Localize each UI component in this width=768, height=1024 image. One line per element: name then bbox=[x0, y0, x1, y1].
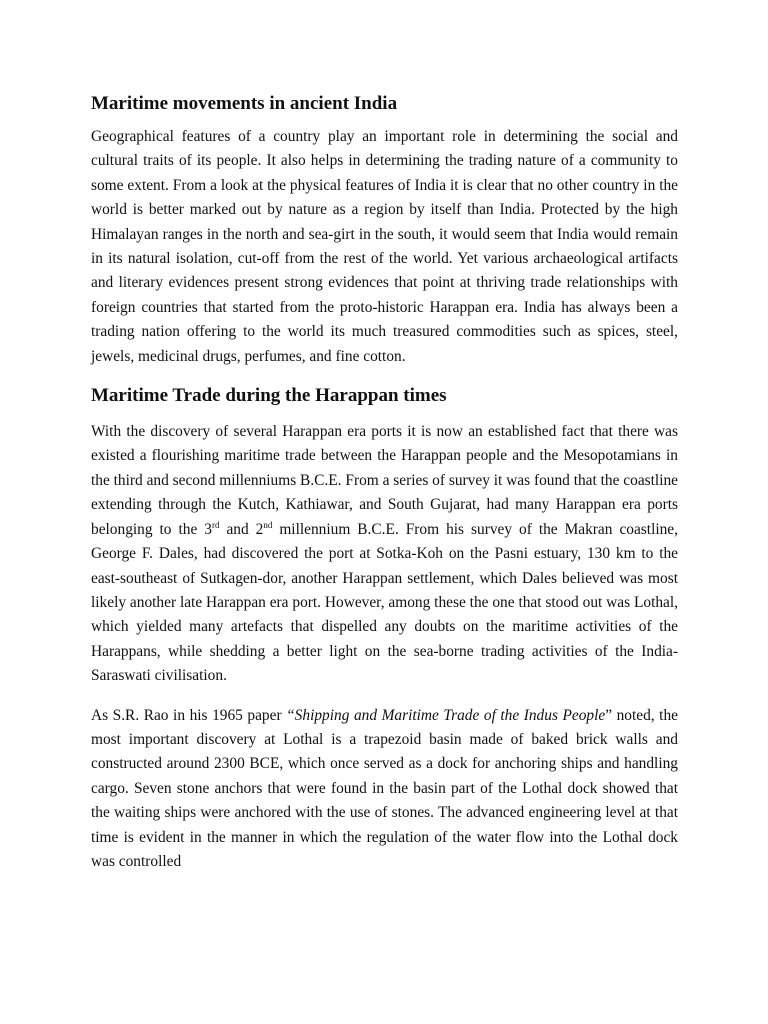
superscript-rd: rd bbox=[211, 519, 220, 530]
heading-harappan-trade: Maritime Trade during the Harappan times bbox=[91, 385, 447, 407]
heading-maritime-movements: Maritime movements in ancient India bbox=[91, 93, 398, 114]
document-page bbox=[91, 92, 678, 874]
paragraph-text: millennium B.C.E. From his survey of the Makran coastline, George F. Dales, had discovered the port at Sotka-Koh on the Pasni estuary, 130 km to the east-southeast of Sutkagen-dor, another Harappan settlement, which Dales believed was most likely another late Harappan era port. However, among these the one that stood out was Lothal, which yielded many artefacts that dispelled any doubts on the maritime activities of the Harappans, while shedding a better light on the sea-borne trading activities of the India-Saraswati civilisation. bbox=[91, 520, 678, 685]
superscript-nd: nd bbox=[263, 519, 273, 530]
paragraph-geographical-features: Geographical features of a country play an important role in determining the social and cultural traits of its people. It also helps in determining the trading nature of a community to some extent. From a look at the physical features of India it is clear that no other country in the world is better marked out by nature as a region by itself than India. Protected by the high Himalayan ranges in the north and sea-girt in the south, it would seem that India would remain in its natural isolation, cut-off from the rest of the world. Yet various archaeological artifacts and literary evidences present strong evidences that point at thriving trade relationships with foreign countries that started from the proto-historic Harappan era. India has always been a trading nation offering to the world its much treasured commodities such as spices, steel, jewels, medicinal drugs, perfumes, and fine cotton. bbox=[91, 128, 678, 365]
paragraph-text: ” noted, the most important discovery at Lothal is a trapezoid basin made of baked brick walls and constructed around 2300 BCE, which once served as a dock for anchoring ships and handling cargo. Seven stone anchors that were found in the basin part of the Lothal dock showed that the waiting ships were anchored with the use of stones. The advanced engineering level at that time is evident in the manner in which the regulation of the water flow into the Lothal dock was controlled bbox=[91, 706, 678, 870]
paragraph-text: and 2 bbox=[219, 520, 264, 538]
paragraph-harappan-ports bbox=[91, 420, 678, 688]
paragraph-lothal-dock bbox=[91, 704, 678, 875]
paper-title: “Shipping and Maritime Trade of the Indus People bbox=[286, 706, 606, 724]
paragraph-text: With the discovery of several Harappan era ports it is now an established fact that there was existed a flourishing maritime trade between the Harappan people and the Mesopotamians in the third and second millenniums B.C.E. From a series of survey it was found that the coastline extending through the Kutch, Kathiawar, and South Gujarat, had many Harappan era ports belonging to the 3 bbox=[91, 423, 678, 538]
paragraph-text: As S.R. Rao in his 1965 paper bbox=[91, 706, 287, 724]
